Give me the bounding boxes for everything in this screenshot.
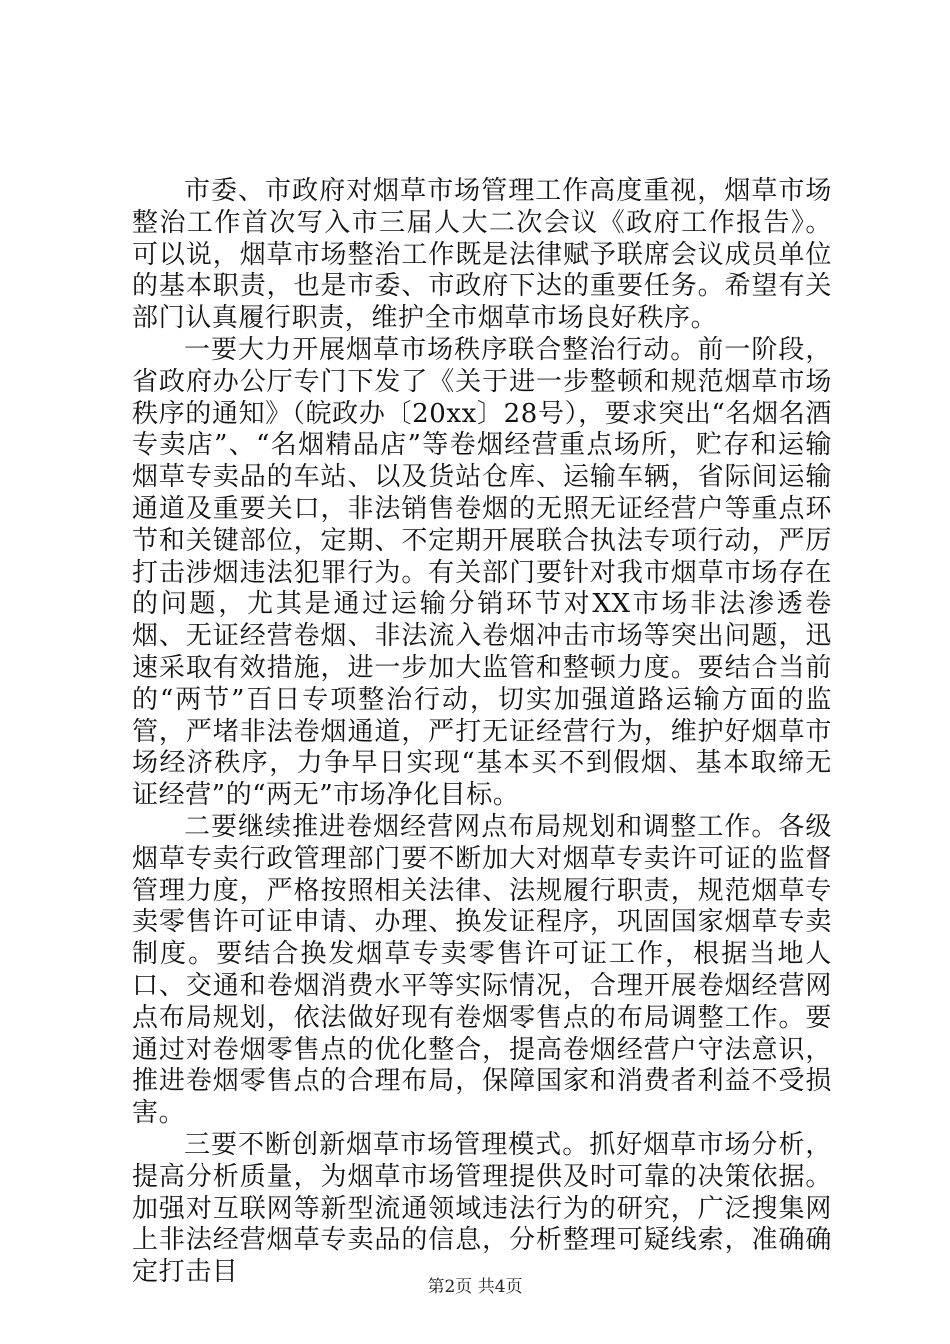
paragraph-point-two: 二要继续推进卷烟经营网点布局规划和调整工作。各级烟草专卖行政管理部门要不断加大对烟草专卖许可证的监督管理力度，严格按照相关法律、法规履行职责，规范烟草专卖零售许可证申请、办理、换发证程序，巩固国家烟草专卖制度。要结合换发烟草专卖零售许可证工作，根据当地人口、交通和卷烟消费水平等实际情况，合理开展卷烟经营网点布局规划，依法做好现有卷烟零售点的布局调整工作。要通过对卷烟零售点的优化整合，提高卷烟经营户守法意识，推进卷烟零售点的合理布局，保障国家和消费者利益不受损害。 xyxy=(132,811,832,1129)
paragraph-point-one: 一要大力开展烟草市场秩序联合整治行动。前一阶段，省政府办公厅专门下发了《关于进一步整顿和规范烟草市场秩序的通知》（皖政办〔20xx〕28号），要求突出“名烟名酒专卖店”、“名烟精品店”等卷烟经营重点场所，贮存和运输烟草专卖品的车站、以及货站仓库、运输车辆，省际间运输通道及重要关口，非法销售卷烟的无照无证经营户等重点环节和关键部位，定期、不定期开展联合执法专项行动，严厉打击涉烟违法犯罪行为。有关部门要针对我市烟草市场存在的问题，尤其是通过运输分销环节对XX市场非法渗透卷烟、无证经营卷烟、非法流入卷烟冲击市场等突出问题，迅速采取有效措施，进一步加大监管和整顿力度。要结合当前的“两节”百日专项整治行动，切实加强道路运输方面的监管，严堵非法卷烟通道，严打无证经营行为，维护好烟草市场经济秩序，力争早日实现“基本买不到假烟、基本取缔无证经营”的“两无”市场净化目标。 xyxy=(132,334,832,811)
paragraph-point-three: 三要不断创新烟草市场管理模式。抓好烟草市场分析，提高分析质量，为烟草市场管理提供及时可靠的决策依据。加强对互联网等新型流通领域违法行为的研究，广泛搜集网上非法经营烟草专卖品的信息，分析整理可疑线索，准确确定打击目 xyxy=(132,1129,832,1288)
page-number-footer: 第2页 共4页 xyxy=(427,1277,523,1297)
document-body xyxy=(132,176,832,1289)
paragraph-intro: 市委、市政府对烟草市场管理工作高度重视，烟草市场整治工作首次写入市三届人大二次会议《政府工作报告》。可以说，烟草市场整治工作既是法律赋予联席会议成员单位的基本职责，也是市委、市政府下达的重要任务。希望有关部门认真履行职责，维护全市烟草市场良好秩序。 xyxy=(132,176,832,334)
